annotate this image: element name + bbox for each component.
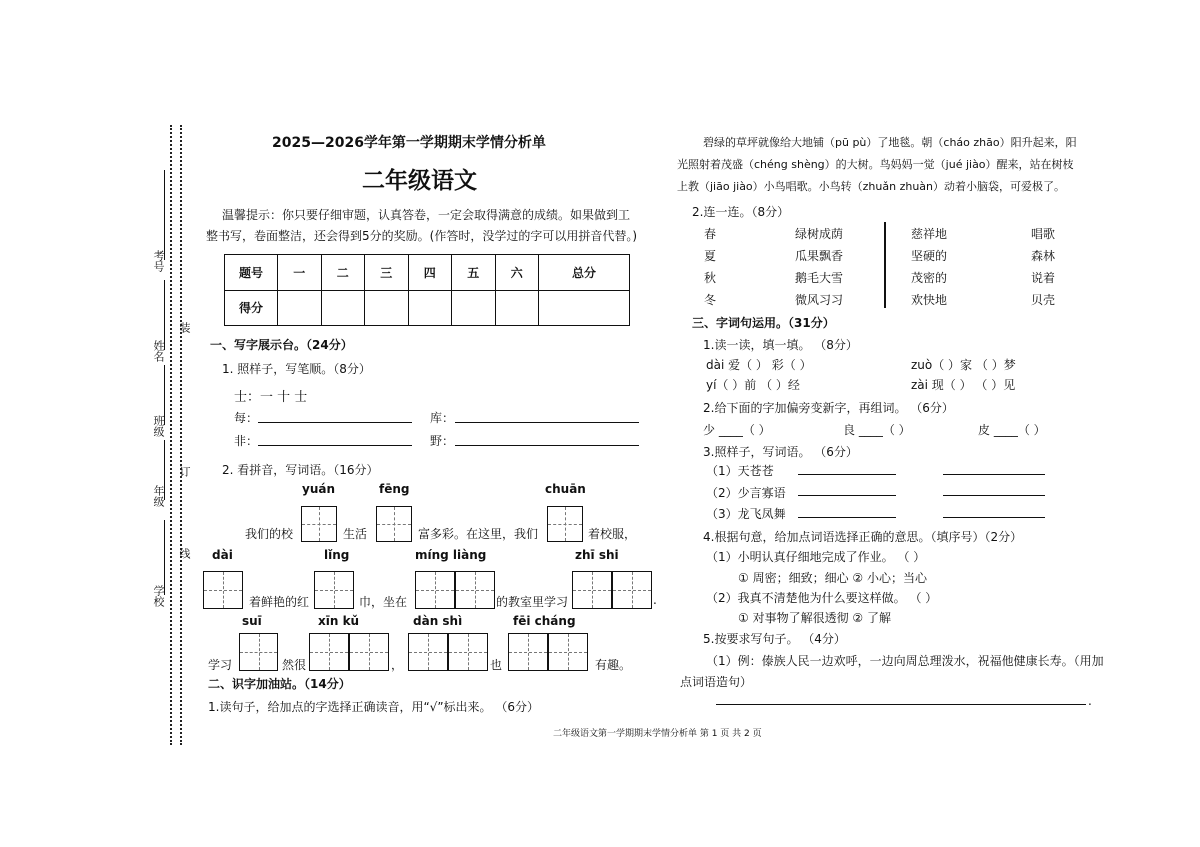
writing-box[interactable] <box>301 506 337 542</box>
sentence-text: ， <box>391 658 404 672</box>
sentence-item[interactable]: （2）我真不清楚他为什么要这样做。 （ ） <box>706 591 938 605</box>
match-item[interactable]: 说着 <box>1031 271 1056 285</box>
school-label: 学校 <box>152 585 165 607</box>
answer-line[interactable] <box>943 474 1045 475</box>
fill-item[interactable]: zuò（ ）家 （ ）梦 <box>911 358 1016 372</box>
answer-line[interactable] <box>943 517 1045 518</box>
question: 2.给下面的字加偏旁变新字，再组词。 （6分） <box>703 401 954 415</box>
score-cell[interactable] <box>365 290 409 326</box>
pinyin: dàn shì <box>413 614 463 628</box>
answer-line[interactable] <box>455 445 639 446</box>
example-word: （1）天苍苍 <box>706 464 774 478</box>
dotted-line <box>180 125 182 745</box>
match-item[interactable]: 茂密的 <box>911 271 948 285</box>
section-heading: 一、写字展示台。（24分） <box>210 338 353 352</box>
stroke-example: 士：一 十 士 <box>234 390 308 405</box>
question: 5.按要求写句子。 （4分） <box>703 632 846 646</box>
match-item[interactable]: 唱歌 <box>1031 227 1056 241</box>
section-heading: 三、字词句运用。（31分） <box>692 316 835 330</box>
options: ① 周密；细致；细心 ② 小心；当心 <box>738 571 927 585</box>
fill-item[interactable]: yí（ ）前 （ ）经 <box>706 378 800 392</box>
writing-box[interactable] <box>349 633 389 671</box>
score-header: 五 <box>452 255 496 291</box>
writing-box[interactable] <box>376 506 412 542</box>
writing-box[interactable] <box>239 633 278 671</box>
exam-title: 2025—2026学年第一学期期末学情分析单 <box>272 135 546 151</box>
school-line <box>164 520 165 595</box>
match-item[interactable]: 贝壳 <box>1031 293 1056 307</box>
writing-box[interactable] <box>415 571 455 609</box>
tip-line: 温馨提示：你只要仔细审题，认真答卷，一定会取得满意的成绩。如果做到工 <box>222 208 631 222</box>
exam-subtitle: 二年级语文 <box>362 168 477 194</box>
writing-box[interactable] <box>547 506 583 542</box>
pinyin: fēng <box>379 482 410 496</box>
writing-box[interactable] <box>612 571 652 609</box>
score-header: 六 <box>495 255 539 291</box>
pinyin: dài <box>212 548 233 562</box>
sentence-text: 有趣。 <box>595 658 632 672</box>
reading-text: 碧绿的草坪就像给大地铺（pū pù）了地毯。朝（cháo zhāo）阳升起来，阳 <box>703 136 1077 149</box>
score-header: 总分 <box>539 255 630 291</box>
answer-line[interactable] <box>258 445 412 446</box>
score-cell[interactable] <box>452 290 496 326</box>
match-item[interactable]: 夏 <box>704 249 717 263</box>
match-item[interactable]: 坚硬的 <box>911 249 948 263</box>
fold-mark: 装 <box>178 322 191 333</box>
char-label: 库： <box>430 411 455 425</box>
fill-item[interactable]: 少 ____（ ） <box>703 423 771 437</box>
pinyin: chuān <box>545 482 586 496</box>
char-label: 野： <box>430 434 455 448</box>
answer-line[interactable] <box>716 704 1086 705</box>
example-word: （3）龙飞凤舞 <box>706 507 786 521</box>
score-cell[interactable] <box>539 290 630 326</box>
score-header: 四 <box>408 255 452 291</box>
answer-line[interactable] <box>798 517 896 518</box>
pinyin: yuán <box>302 482 336 496</box>
pinyin: zhī shi <box>575 548 619 562</box>
example-sentence: （1）例：傣族人民一边欢呼，一边向周总理泼水，祝福他健康长寿。（用加 <box>706 654 1104 668</box>
match-item[interactable]: 微风习习 <box>795 293 844 307</box>
pinyin: lǐng <box>324 548 350 562</box>
sentence-text: 生活 <box>343 527 368 541</box>
match-item[interactable]: 绿树成荫 <box>795 227 844 241</box>
sentence-text: 着鲜艳的红 <box>249 595 310 609</box>
match-item[interactable]: 瓜果飘香 <box>795 249 844 263</box>
answer-line[interactable] <box>798 495 896 496</box>
writing-box[interactable] <box>314 571 354 609</box>
question: 2. 看拼音，写词语。（16分） <box>222 463 379 477</box>
score-cell[interactable] <box>278 290 322 326</box>
answer-line[interactable] <box>455 422 639 423</box>
options: ① 对事物了解很透彻 ② 了解 <box>738 611 891 625</box>
match-item[interactable]: 鹅毛大雪 <box>795 271 844 285</box>
question: 1. 照样子，写笔顺。（8分） <box>222 362 371 376</box>
match-item[interactable]: 冬 <box>704 293 717 307</box>
writing-box[interactable] <box>408 633 448 671</box>
score-header: 题号 <box>225 255 278 291</box>
question: 1.读句子，给加点的字选择正确读音，用“√”标出来。 （6分） <box>208 700 539 714</box>
tip-line: 整书写，卷面整洁，还会得到5分的奖励。(作答时，没学过的字可以用拼音代替。) <box>206 229 638 243</box>
fill-item[interactable]: 皮 ____（ ） <box>978 423 1046 437</box>
answer-line[interactable] <box>798 474 896 475</box>
score-cell[interactable] <box>495 290 539 326</box>
score-table <box>224 254 630 326</box>
question: 3.照样子，写词语。 （6分） <box>703 445 858 459</box>
sentence-text: . <box>653 593 657 607</box>
match-item[interactable]: 欢快地 <box>911 293 948 307</box>
sentence-text: 着校服， <box>588 527 637 541</box>
name-label: 姓名 <box>152 340 165 362</box>
match-item[interactable]: 慈祥地 <box>911 227 948 241</box>
match-item[interactable]: 秋 <box>704 271 717 285</box>
match-item[interactable]: 森林 <box>1031 249 1056 263</box>
end-dot: . <box>1088 694 1092 708</box>
grade-label: 年级 <box>152 485 165 507</box>
score-header: 三 <box>365 255 409 291</box>
sentence-text: 巾，坐在 <box>359 595 408 609</box>
page-footer: 二年级语文第一学期期末学情分析单 第 1 页 共 2 页 <box>553 729 762 739</box>
writing-box[interactable] <box>203 571 243 609</box>
sentence-text: 我们的校 <box>245 527 294 541</box>
answer-line[interactable] <box>943 495 1045 496</box>
reading-text: 上教（jiāo jiào）小鸟唱歌。小鸟转（zhuǎn zhuàn）动着小脑袋，可爱极了。 <box>677 180 1066 193</box>
writing-box[interactable] <box>572 571 612 609</box>
char-label: 每： <box>234 411 259 425</box>
fold-mark: 订 <box>178 466 191 477</box>
sentence-text: 的教室里学习 <box>496 595 569 609</box>
pinyin: xīn kǔ <box>318 614 360 628</box>
score-cell[interactable] <box>408 290 452 326</box>
match-divider <box>884 222 886 308</box>
sentence-item[interactable]: （1）小明认真仔细地完成了作业。 （ ） <box>706 550 926 564</box>
question: 2.连一连。（8分） <box>692 205 790 219</box>
score-header: 二 <box>321 255 365 291</box>
answer-line[interactable] <box>258 422 412 423</box>
dotted-line <box>170 125 172 745</box>
example-sentence: 点词语造句） <box>680 675 753 689</box>
pinyin: suī <box>242 614 262 628</box>
score-row-label: 得分 <box>225 290 278 326</box>
fold-mark: 线 <box>178 548 191 559</box>
writing-box[interactable] <box>455 571 495 609</box>
question: 1.读一读，填一填。 （8分） <box>703 338 858 352</box>
sentence-text: 然很 <box>282 658 307 672</box>
writing-box[interactable] <box>309 633 349 671</box>
sentence-text: 也 <box>490 658 503 672</box>
fill-item[interactable]: 良 ____（ ） <box>843 423 911 437</box>
exam-no-label: 考号 <box>152 250 165 272</box>
writing-box[interactable] <box>508 633 548 671</box>
reading-text: 光照射着茂盛（chéng shèng）的大树。鸟妈妈一觉（jué jiào）醒来，站在树枝 <box>677 158 1074 171</box>
fill-item[interactable]: zài 现（ ） （ ）见 <box>911 378 1016 392</box>
section-heading: 二、识字加油站。（14分） <box>208 677 351 691</box>
sentence-text: 学习 <box>208 658 233 672</box>
class-label: 班级 <box>152 415 165 437</box>
fill-item[interactable]: dài 爱（ ） 彩（ ） <box>706 358 812 372</box>
sentence-text: 富多彩。在这里，我们 <box>418 527 539 541</box>
char-label: 非： <box>234 434 259 448</box>
writing-box[interactable] <box>448 633 488 671</box>
match-item[interactable]: 春 <box>704 227 717 241</box>
pinyin: míng liàng <box>415 548 487 562</box>
score-cell[interactable] <box>321 290 365 326</box>
pinyin: fēi cháng <box>513 614 576 628</box>
question: 4.根据句意，给加点词语选择正确的意思。（填序号）（2分） <box>703 530 1023 544</box>
example-word: （2）少言寡语 <box>706 486 786 500</box>
writing-box[interactable] <box>548 633 588 671</box>
score-header: 一 <box>278 255 322 291</box>
exam-no-line <box>164 170 165 260</box>
